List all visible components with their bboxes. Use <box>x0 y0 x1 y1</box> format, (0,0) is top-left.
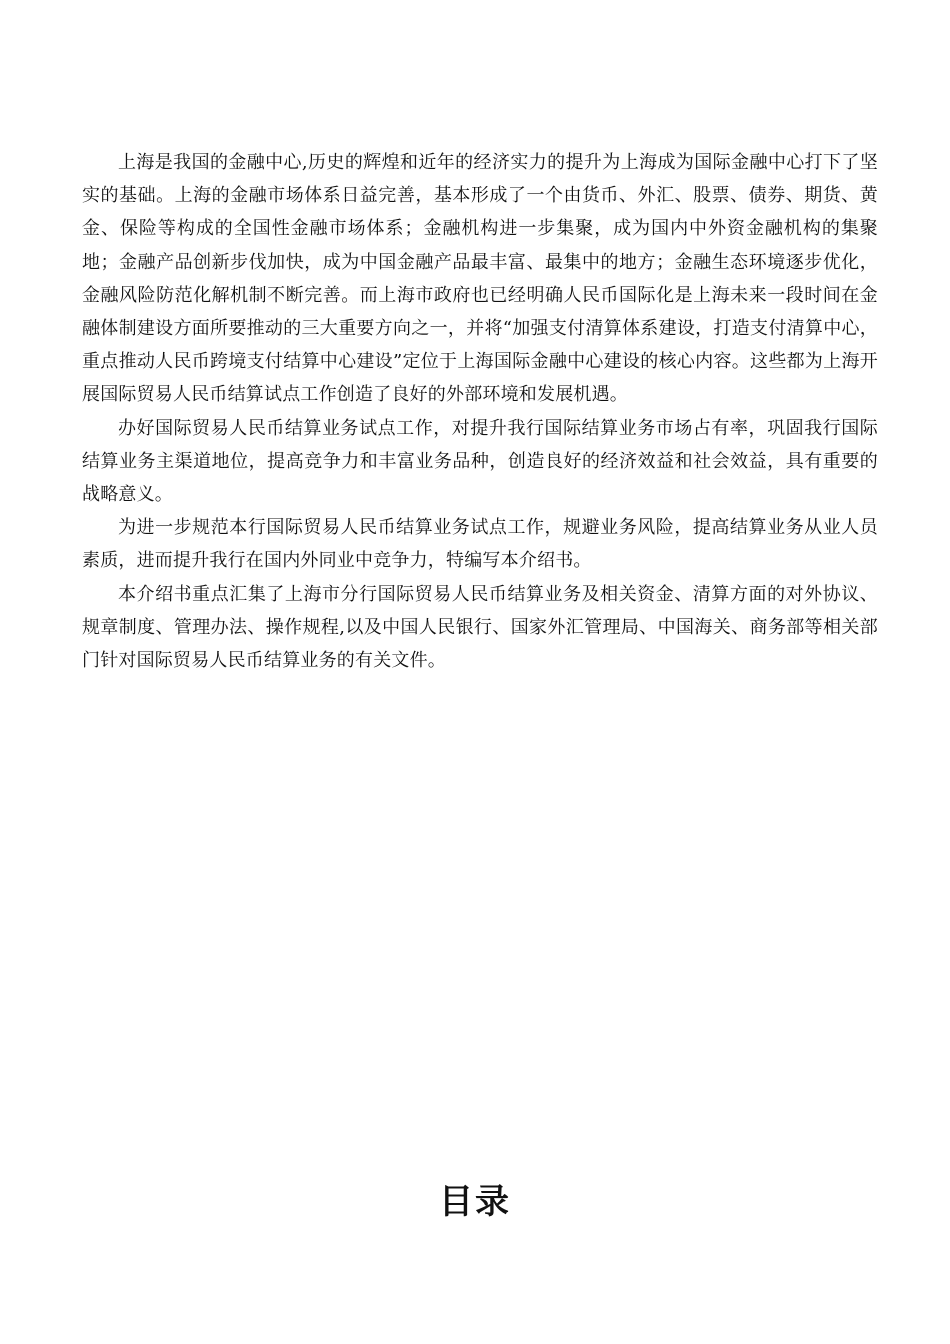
toc-heading: 目录 <box>439 1182 511 1222</box>
paragraph-contents: 本介绍书重点汇集了上海市分行国际贸易人民币结算业务及相关资金、清算方面的对外协议、规章制度、管理办法、操作规程,以及中国人民银行、国家外汇管理局、中国海关、商务部等相关部门针对国际贸易人民币结算业务的有关文件。 <box>82 583 878 672</box>
paragraph-significance: 办好国际贸易人民币结算业务试点工作，对提升我行国际结算业务市场占有率，巩固我行国际结算业务主渠道地位，提高竞争力和丰富业务品种，创造良好的经济效益和社会效益，具有重要的战略意义。 <box>82 417 878 506</box>
document-body <box>82 146 878 677</box>
paragraph-purpose: 为进一步规范本行国际贸易人民币结算业务试点工作，规避业务风险，提高结算业务从业人员素质，进而提升我行在国内外同业中竞争力，特编写本介绍书。 <box>82 517 878 572</box>
paragraph-intro: 上海是我国的金融中心,历史的辉煌和近年的经济实力的提升为上海成为国际金融中心打下了坚实的基础。上海的金融市场体系日益完善，基本形成了一个由货币、外汇、股票、债券、期货、黄金、保险等构成的全国性金融市场体系；金融机构进一步集聚，成为国内中外资金融机构的集聚地；金融产品创新步伐加快，成为中国金融产品最丰富、最集中的地方；金融生态环境逐步优化，金融风险防范化解机制不断完善。而上海市政府也已经明确人民币国际化是上海未来一段时间在金融体制建设方面所要推动的三大重要方向之一，并将“加强支付清算体系建设，打造支付清算中心，重点推动人民币跨境支付结算中心建设”定位于上海国际金融中心建设的核心内容。这些都为上海开展国际贸易人民币结算试点工作创造了良好的外部环境和发展机遇。 <box>82 152 878 406</box>
